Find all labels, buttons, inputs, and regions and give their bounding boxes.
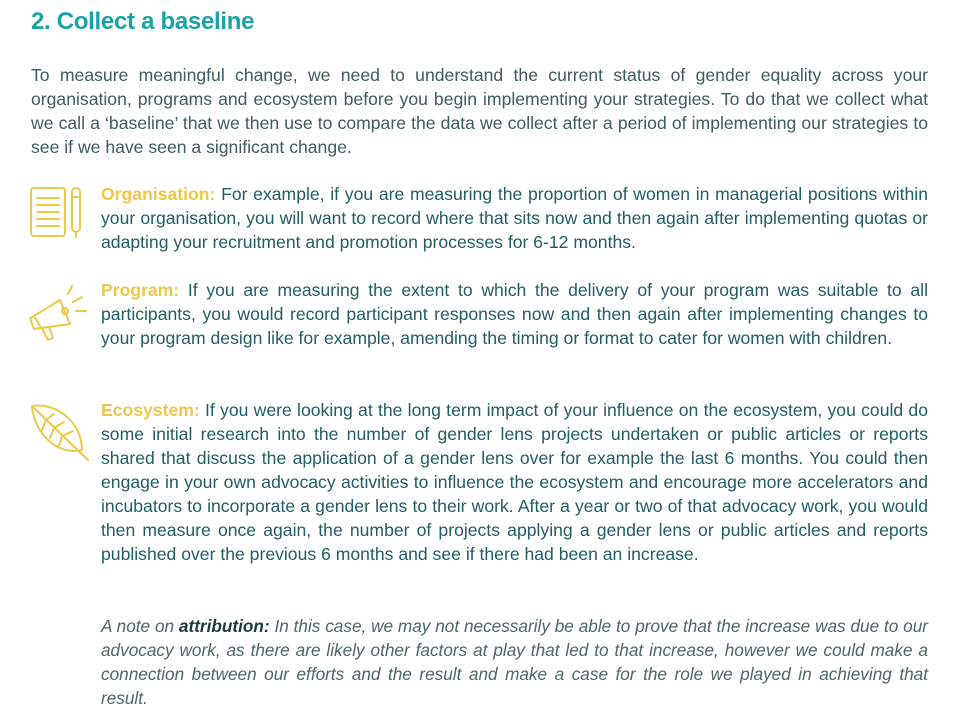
section-program <box>101 278 928 350</box>
section-text-organisation: For example, if you are measuring the proportion of women in managerial positions within your organisation, you will want to record where that sits now and then again after implementing quotas or adapting your recruitment and promotion processes for 6-12 months. <box>101 184 928 252</box>
leaf-icon <box>26 400 92 464</box>
note-prefix: A note on <box>101 616 179 636</box>
intro-paragraph: To measure meaningful change, we need to understand the current status of gender equality across your organisation, programs and ecosystem before you begin implementing your strategies. To do that we collect what we call a ‘baseline’ that we then use to compare the data we collect after a period of implementing our strategies to see if we have seen a significant change. <box>31 65 928 157</box>
section-label-organisation: Organisation: <box>101 184 216 204</box>
section-label-ecosystem: Ecosystem: <box>101 400 200 420</box>
note-text: In this case, we may not necessarily be able to prove that the increase was due to our advocacy work, as there are likely other factors at play that led to that increase, however we could make a connection between our efforts and the result and make a case for the role we played in achieving that result. <box>101 616 928 708</box>
section-text-ecosystem: If you were looking at the long term impact of your influence on the ecosystem, you could do some initial research into the number of gender lens projects undertaken or public articles or reports shared that discuss the application of a gender lens over for example the last 6 months. You could then engage in your own advocacy activities to influence the ecosystem and encourage more accelerators and incubators to incorporate a gender lens to their work. After a year or two of that advocacy work, you would then measure once again, the number of projects applying a gender lens or public articles and reports published over the previous 6 months and see if there had been an increase. <box>101 400 928 564</box>
note-label: attribution: <box>178 616 270 636</box>
section-text-program: If you are measuring the extent to which the delivery of your program was suitable to all participants, you would record participant responses now and then again after implementing changes to your program design like for example, amending the timing or format to cater for women with children. <box>101 280 928 348</box>
section-label-program: Program: <box>101 280 180 300</box>
section-ecosystem <box>101 398 928 566</box>
attribution-note <box>101 614 928 710</box>
megaphone-icon <box>26 282 92 346</box>
page-title: 2. Collect a baseline <box>31 8 255 35</box>
section-organisation <box>101 182 928 254</box>
notepad-icon <box>28 185 94 239</box>
